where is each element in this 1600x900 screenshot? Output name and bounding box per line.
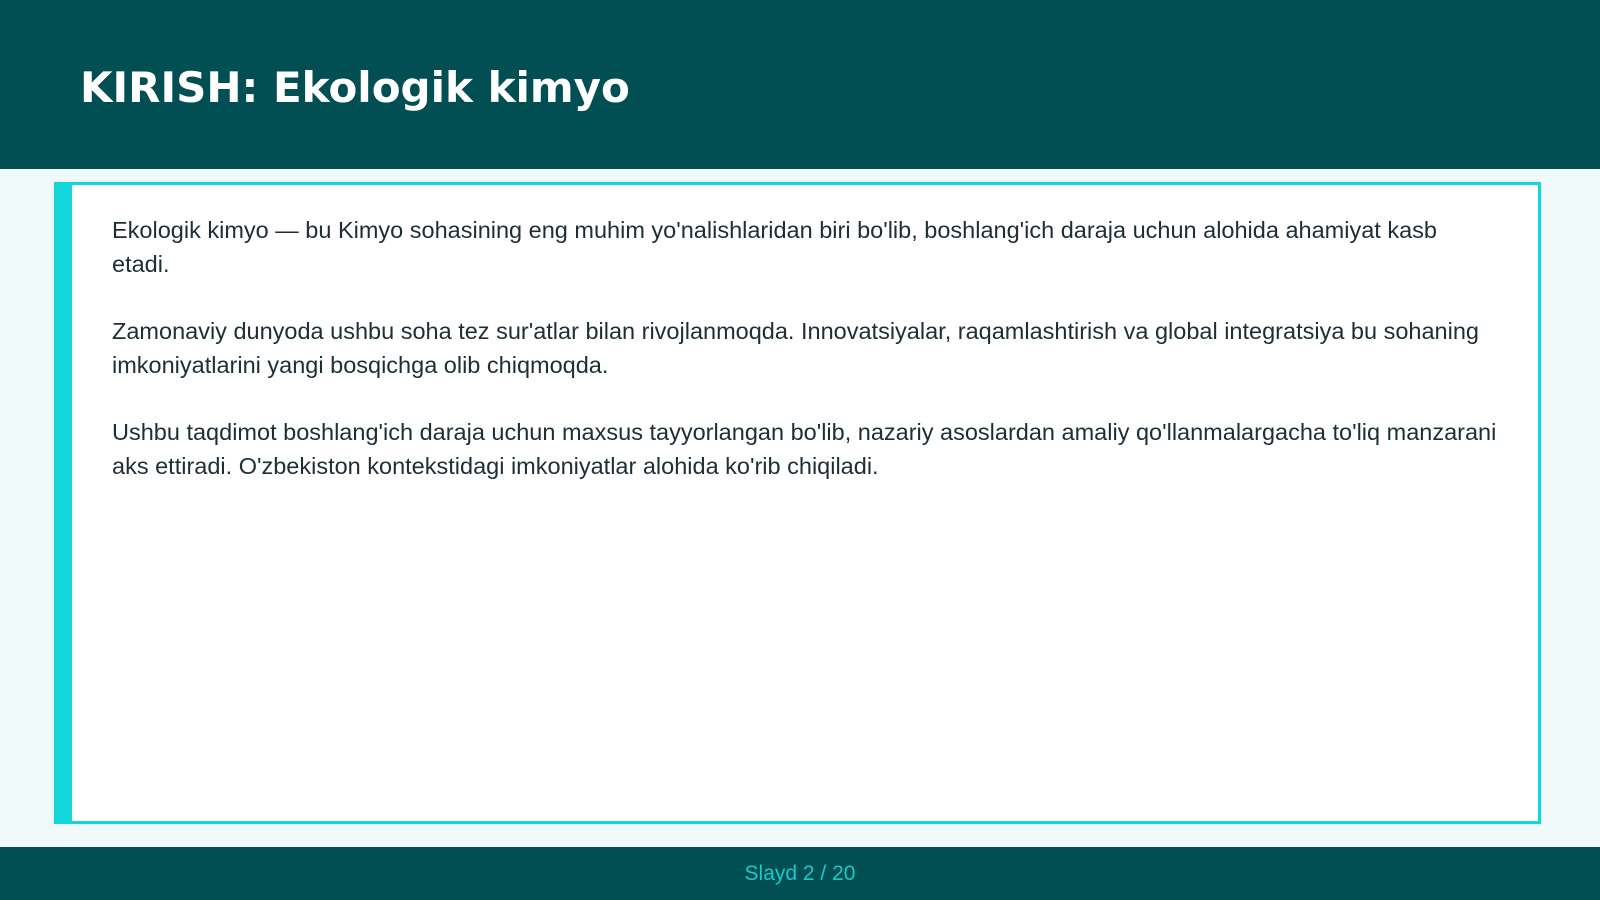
slide-title: KIRISH: Ekologik kimyo: [80, 63, 630, 112]
slide-footer: [0, 847, 1600, 900]
slide-number: Slayd 2 / 20: [744, 862, 856, 885]
paragraph-intro: Ekologik kimyo — bu Kimyo sohasining eng muhim yo'nalishlaridan biri bo'lib, boshlang'ich daraja uchun alohida ahamiyat kasb etadi.: [112, 217, 1437, 277]
content-text: [112, 213, 1497, 516]
paragraph-modern-world: Zamonaviy dunyoda ushbu soha tez sur'atlar bilan rivojlanmoqda. Innovatsiyalar, raqamlashtirish va global integratsiya bu sohaning imkoniyatlarini yangi bosqichga olib chiqmoqda.: [112, 318, 1479, 378]
slide-header: [0, 0, 1600, 169]
paragraph-presentation-scope: Ushbu taqdimot boshlang'ich daraja uchun maxsus tayyorlangan bo'lib, nazariy asoslardan amaliy qo'llanmalargacha to'liq manzarani aks ettiradi. O'zbekiston kontekstidagi imkoniyatlar alohida ko'rib chiqiladi.: [112, 419, 1497, 479]
